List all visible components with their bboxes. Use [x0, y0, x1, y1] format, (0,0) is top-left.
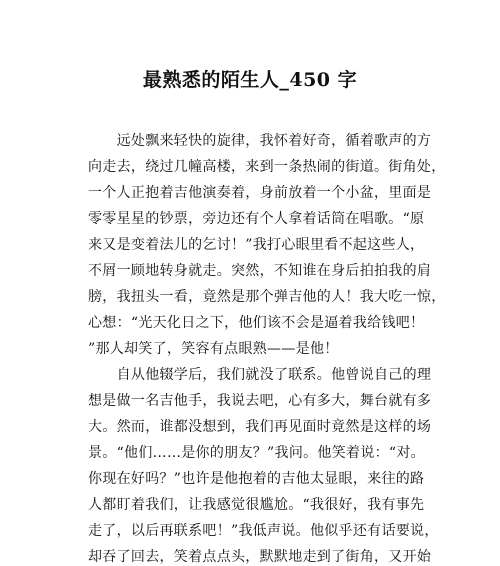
document-title: 最熟悉的陌生人_450 字 [142, 69, 358, 91]
text-line: ”那人却笑了，笑容有点眼熟——是他！ [88, 341, 339, 357]
text-line: 景。“他们……是你的朋友？”我问。他笑着说：“对。 [88, 445, 425, 461]
text-line: 向走去，绕过几幢高楼，来到一条热闹的街道。街角处， [88, 159, 446, 175]
text-line: 膀，我扭头一看，竟然是那个弹吉他的人！我大吃一惊， [88, 289, 446, 305]
text-line: 心想：“光天化日之下，他们该不会是逼着我给钱吧！ [88, 315, 425, 331]
text-line: 自从他辍学后，我们就没了联系。他曾说自己的理 [88, 367, 432, 383]
text-line: 不屑一顾地转身就走。突然，不知谁在身后拍拍我的肩 [88, 263, 432, 279]
document-body [88, 128, 446, 566]
text-line: 大。然而，谁都没想到，我们再见面时竟然是这样的场 [88, 419, 432, 435]
text-line: 想是做一名吉他手，我说去吧，心有多大，舞台就有多 [88, 393, 432, 409]
text-line: 人都盯着我们，让我感觉很尴尬。“我很好，我有事先 [88, 497, 425, 513]
text-line: 你现在好吗？”也许是他抱着的吉他太显眼，来往的路 [88, 471, 425, 487]
text-line: 却吞了回去，笑着点点头，默默地走到了街角，又开始 [88, 549, 432, 565]
text-line: 一个人正抱着吉他演奏着，身前放着一个小盆，里面是 [88, 185, 432, 201]
text-line: 来又是变着法儿的乞讨！”我打心眼里看不起这些人， [88, 237, 425, 253]
text-line: 走了，以后再联系吧！”我低声说。他似乎还有话要说， [88, 523, 439, 539]
text-line: 远处飘来轻快的旋律，我怀着好奇，循着歌声的方 [88, 133, 432, 149]
text-line: 零零星星的钞票，旁边还有个人拿着话筒在唱歌。“原 [88, 211, 425, 227]
